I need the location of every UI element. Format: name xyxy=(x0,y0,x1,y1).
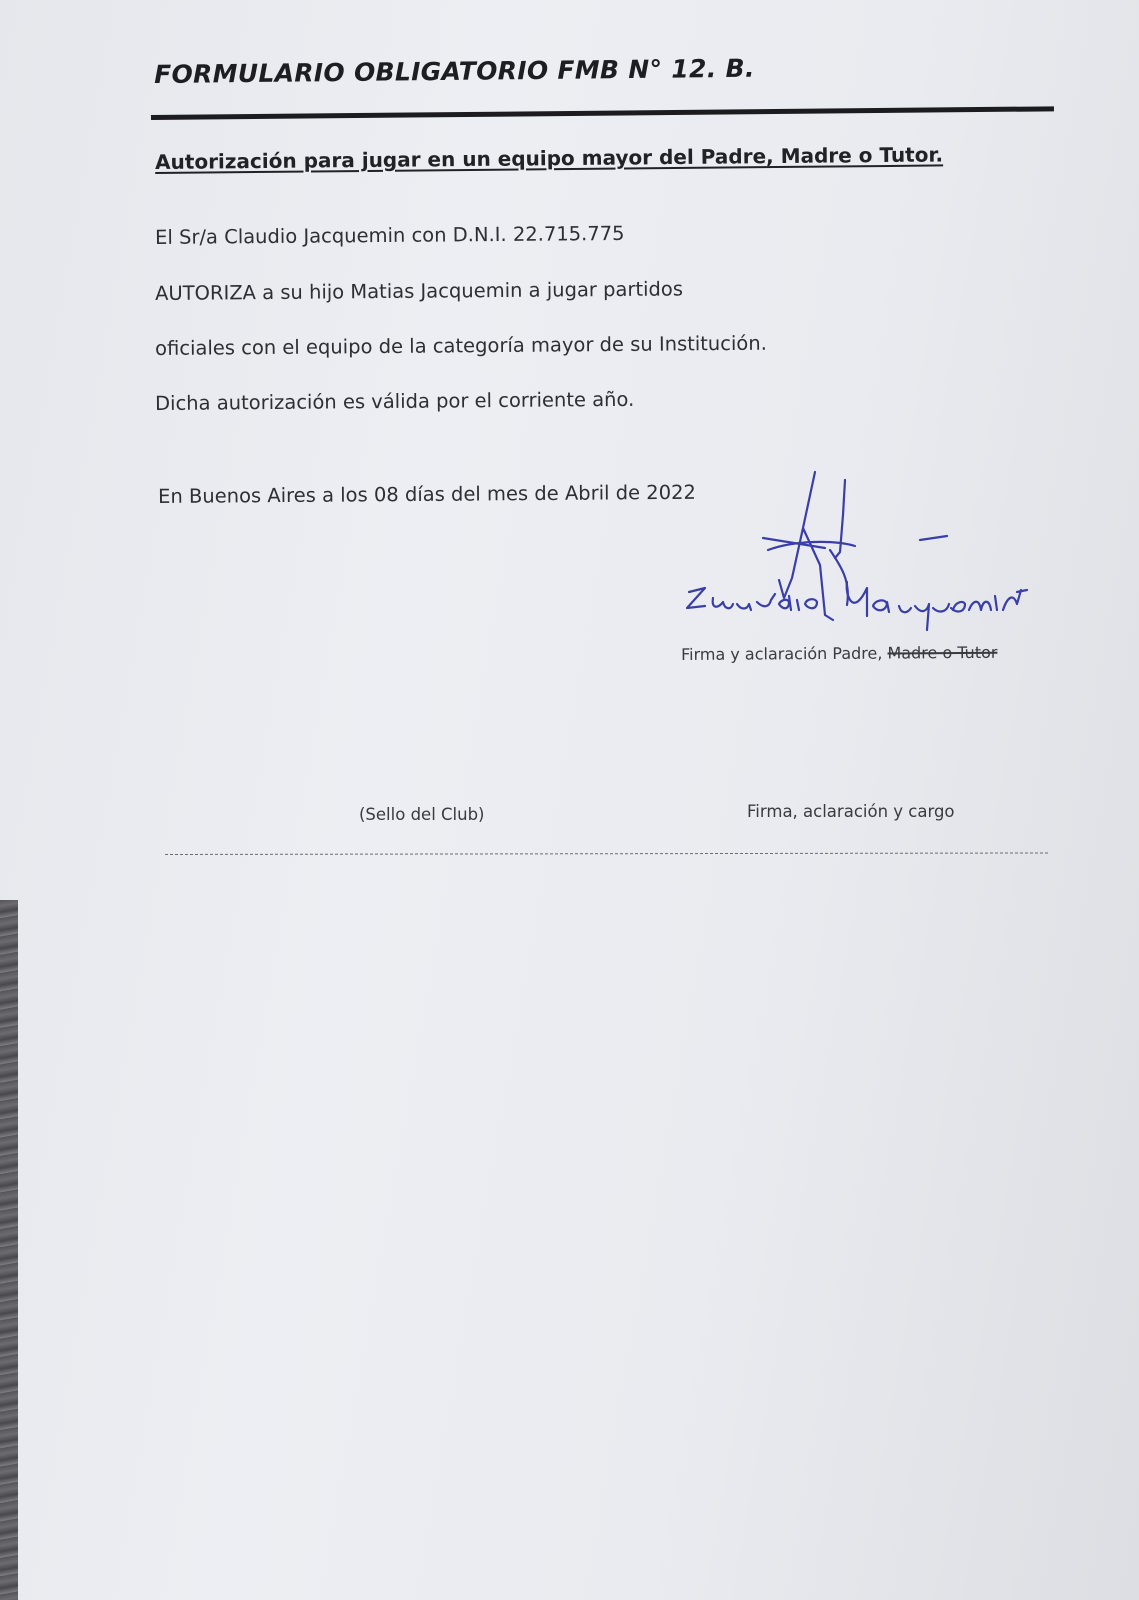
signature-caption xyxy=(681,643,997,664)
body-line-3: oficiales con el equipo de la categoría mayor de su Institución. xyxy=(155,331,767,360)
signature-role-label: Firma, aclaración y cargo xyxy=(747,802,955,821)
form-subtitle: Autorización para jugar en un equipo mayor del Padre, Madre o Tutor. xyxy=(155,142,944,174)
signature-caption-prefix: Firma y aclaración Padre, xyxy=(681,643,888,664)
body-line-2: AUTORIZA a su hijo Matias Jacquemin a jugar partidos xyxy=(155,277,684,305)
body-line-4: Dicha autorización es válida por el corriente año. xyxy=(155,387,635,415)
club-stamp-label: (Sello del Club) xyxy=(359,805,485,824)
date-line: En Buenos Aires a los 08 días del mes de Abril de 2022 xyxy=(158,480,696,508)
body-line-1: El Sr/a Claudio Jacquemin con D.N.I. 22.715.775 xyxy=(155,221,625,249)
dashed-separator xyxy=(165,852,1048,855)
handwritten-signature xyxy=(675,470,1055,645)
signature-caption-struck: Madre o Tutor xyxy=(887,642,998,663)
background-edge xyxy=(0,900,18,1600)
title-rule xyxy=(151,106,1054,120)
form-title: FORMULARIO OBLIGATORIO FMB N° 12. B. xyxy=(154,53,755,89)
